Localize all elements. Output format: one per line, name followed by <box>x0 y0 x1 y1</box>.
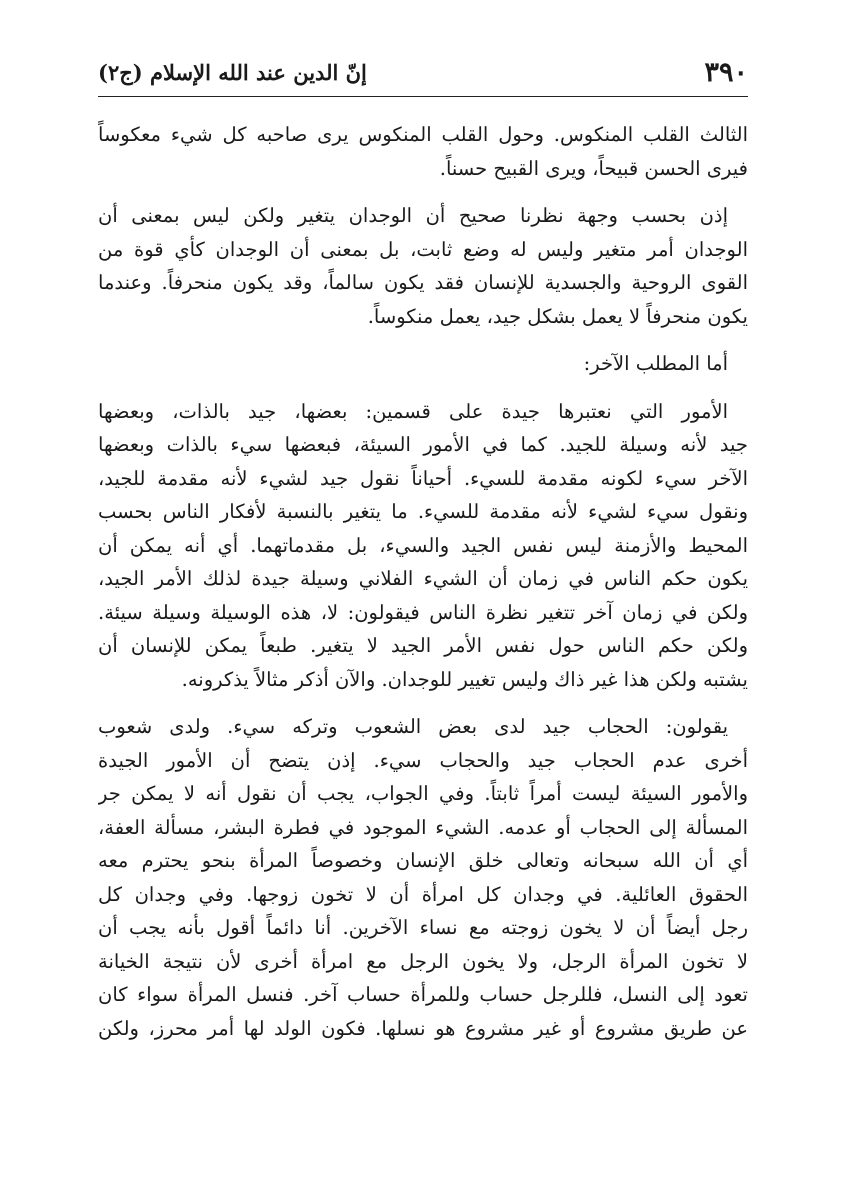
text-line: ولكن في زمان آخر تتغير نظرة الناس فيقولون: لا، هذه الوسيلة وسيلة سيئة. <box>98 600 748 624</box>
paragraph <box>98 347 748 381</box>
text-line: يشتبه ولكن هذا غير ذاك وليس تغيير للوجدان. والآن أذكر مثالاً يذكرونه. <box>181 667 748 691</box>
text-line: رجل أيضاً أن لا يخون زوجته مع نساء الآخرين. أنا دائماً أقول بأنه يجب أن <box>98 916 748 939</box>
page-number: ٣٩٠ <box>704 56 748 88</box>
text-line: فيرى الحسن قبيحاً، ويرى القبيح حسناً. <box>439 156 748 180</box>
text-line: الأمور التي نعتبرها جيدة على قسمين: بعضها، جيد بالذات، وبعضها <box>98 399 728 423</box>
text-line: أخرى عدم الحجاب جيد والحجاب سيء. إذن يتضح أن الأمور الجيدة <box>98 748 748 772</box>
text-line: والأمور السيئة ليست أمراً ثابتاً. وفي الجواب، يجب أن نقول أنه لا يمكن جر <box>98 782 748 805</box>
text-line: ونقول سيء لشيء لأنه مقدمة للسيء. ما يتغير بالنسبة لأفكار الناس بحسب <box>98 500 748 523</box>
text-line: الوجدان أمر متغير وليس له وضع ثابت، بل بمعنى أن الوجدان كأي قوة من <box>98 237 748 261</box>
text-line: يقولون: الحجاب جيد لدى بعض الشعوب وتركه سيء. ولدى شعوب <box>98 715 728 738</box>
page-header <box>98 52 748 92</box>
text-line: القوى الروحية والجسدية للإنسان فقد يكون سالماً، وقد يكون منحرفاً. وعندما <box>98 271 748 294</box>
text-line: جيد لأنه وسيلة للجيد. كما في الأمور السيئة، فبعضها سيء بالذات وبعضها <box>98 433 748 456</box>
text-line: لا تخون المرأة الرجل، ولا يخون الرجل مع امرأة أخرى لأن نتيجة الخيانة <box>98 949 748 973</box>
text-line: تعود إلى النسل، فللرجل حساب وللمرأة حساب آخر. فنسل المرأة سواء كان <box>98 983 748 1006</box>
paragraph <box>98 118 748 185</box>
text-line: عن طريق مشروع أو غير مشروع هو نسلها. فكون الولد لها أمر محرز، ولكن <box>98 1016 748 1040</box>
text-line: أي أن الله سبحانه وتعالى خلق الإنسان وخصوصاً المرأة بنحو يحترم معه <box>98 849 748 872</box>
page-body <box>98 118 748 1147</box>
text-line: ولكن حكم الناس حول نفس الأمر الجيد لا يتغير. طبعاً يمكن للإنسان أن <box>98 634 748 657</box>
text-line: إذن بحسب وجهة نظرنا صحيح أن الوجدان يتغير ولكن ليس بمعنى أن <box>98 204 728 227</box>
header-rule <box>98 96 748 97</box>
text-line: الآخر سيء لكونه مقدمة للسيء. أحياناً نقول جيد لشيء لأنه مقدمة للجيد، <box>98 466 748 490</box>
text-line: الحقوق العائلية. في وجدان كل امرأة أن لا تخون زوجها. وفي وجدان كل <box>98 882 748 906</box>
paragraph <box>98 395 748 697</box>
text-line: الثالث القلب المنكوس. وحول القلب المنكوس يرى صاحبه كل شيء معكوساً <box>98 123 748 146</box>
running-title: إنّ الدين عند الله الإسلام (ج٢) <box>98 59 367 85</box>
text-line: يكون حكم الناس في زمان أن الشيء الفلاني وسيلة جيدة لذلك الأمر الجيد، <box>98 567 748 590</box>
text-line: المسألة إلى الحجاب أو عدمه. الشيء الموجود في فطرة البشر، مسألة العفة، <box>98 815 748 839</box>
paragraph <box>98 199 748 333</box>
text-line: يكون منحرفاً لا يعمل بشكل جيد، يعمل منكوساً. <box>367 304 748 328</box>
text-line: المحيط والأزمنة ليس نفس الجيد والسيء، بل مقدماتهما. أي أنه يمكن أن <box>98 533 748 557</box>
text-line: أما المطلب الآخر: <box>583 352 728 375</box>
paragraph <box>98 710 748 1045</box>
